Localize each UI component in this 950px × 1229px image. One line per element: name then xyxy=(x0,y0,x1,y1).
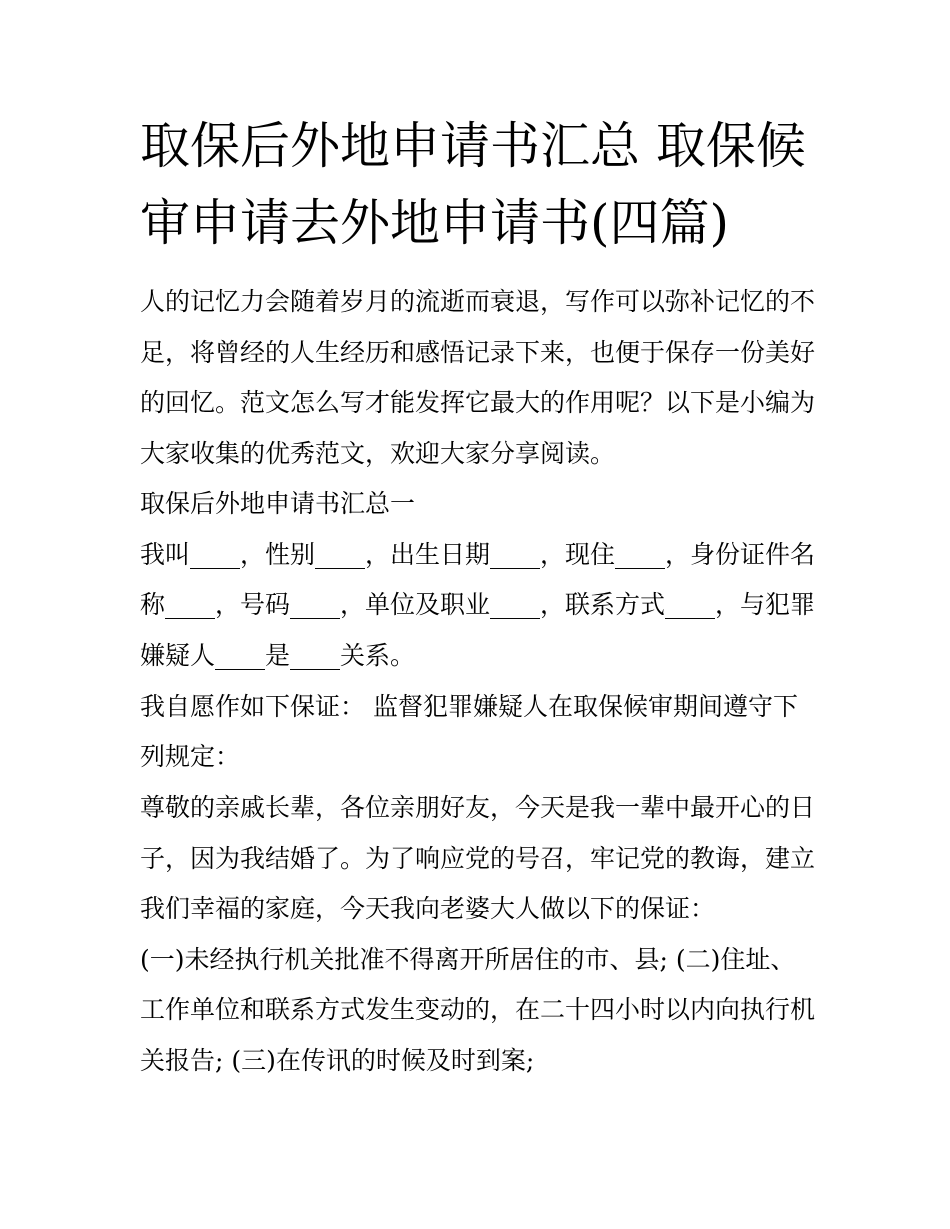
document-title-line-2: 审申请去外地申请书(四篇) xyxy=(140,194,730,252)
paragraph-line: 足，将曾经的人生经历和感悟记录下来，也便于保存一份美好 xyxy=(140,338,816,367)
paragraph-line: 我叫____，性别____，出生日期____，现住____，身份证件名 xyxy=(140,540,816,569)
paragraph-line: 嫌疑人____是____关系。 xyxy=(140,641,416,670)
paragraph-line: 我们幸福的家庭，今天我向老婆大人做以下的保证： xyxy=(140,894,716,923)
paragraph-line: 的回忆。范文怎么写才能发挥它最大的作用呢？以下是小编为 xyxy=(140,388,816,417)
section-heading: 取保后外地申请书汇总一 xyxy=(140,489,416,518)
paragraph-line: 人的记忆力会随着岁月的流逝而衰退，写作可以弥补记忆的不 xyxy=(140,287,816,316)
paragraph-line: 大家收集的优秀范文，欢迎大家分享阅读。 xyxy=(140,439,616,468)
paragraph-line: 我自愿作如下保证： 监督犯罪嫌疑人在取保候审期间遵守下 xyxy=(140,692,798,721)
paragraph-line: 子，因为我结婚了。为了响应党的号召，牢记党的教诲，建立 xyxy=(140,844,816,873)
document-title-line-1: 取保后外地申请书汇总 取保候 xyxy=(140,117,806,175)
paragraph-line: 关报告; (三)在传讯的时候及时到案; xyxy=(140,1046,535,1075)
paragraph-line: 工作单位和联系方式发生变动的，在二十四小时以内向执行机 xyxy=(140,995,816,1024)
paragraph-line: (一)未经执行机关批准不得离开所居住的市、县; (二)住址、 xyxy=(140,945,796,974)
paragraph-line: 列规定： xyxy=(140,742,241,771)
paragraph-line: 尊敬的亲戚长辈，各位亲朋好友，今天是我一辈中最开心的日 xyxy=(140,793,816,822)
paragraph-line: 称____，号码____，单位及职业____，联系方式____，与犯罪 xyxy=(140,590,816,619)
